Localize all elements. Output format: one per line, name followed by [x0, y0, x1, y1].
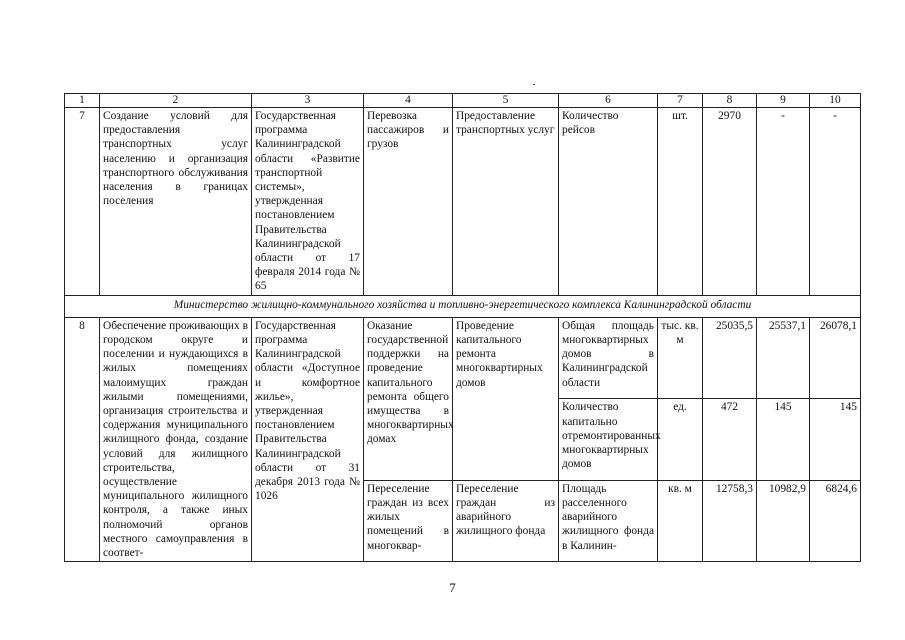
authority-description: Обеспечение проживающих в городском округе и поселении и нуждающихся в жилых помещениях малоимущих граждан жилыми помещениями, организация строительства и содержания муниципального жилищного фонда, создание условий для жилищного строительства, осуществление муниципального жилищного контроля, а также иных полномочий органов местного самоуправления в соответ-: [100, 317, 252, 561]
value-col10: -: [810, 108, 861, 296]
section-row: [65, 295, 861, 317]
value-col9: -: [757, 108, 810, 296]
scan-speck: [533, 84, 535, 85]
indicator: Общая площадь многоквартирных домов в Калининградской области: [559, 317, 658, 398]
column-number-row: [65, 94, 861, 108]
program-description: Государственная программа Калининградской области «Развитие транспортной системы», утвержденная постановлением Правительства Калининградской области от 17 февраля 2014 года № 65: [252, 108, 364, 296]
data-table: [64, 93, 861, 562]
column-number: 5: [453, 94, 559, 108]
column-number: 7: [658, 94, 703, 108]
column-number: 10: [810, 94, 861, 108]
service: Переселение граждан из аварийного жилищного фонда: [453, 480, 559, 561]
value-col10: 26078,1: [810, 317, 861, 398]
value-col10: 6824,6: [810, 480, 861, 561]
column-number: 4: [364, 94, 453, 108]
row-number: 8: [65, 317, 100, 561]
unit: шт.: [658, 108, 703, 296]
column-number: 2: [100, 94, 252, 108]
value-col8: 12758,3: [703, 480, 757, 561]
unit: кв. м: [658, 480, 703, 561]
column-number: 8: [703, 94, 757, 108]
authority-description: Создание условий для предоставления транспортных услуг населению и организация транспортного обслуживания населения в границах поселения: [100, 108, 252, 296]
value-col9: 10982,9: [757, 480, 810, 561]
value-col9: 25537,1: [757, 317, 810, 398]
value-col8: 25035,5: [703, 317, 757, 398]
activity: Переселение граждан из всех жилых помещений в многоквар-: [364, 480, 453, 561]
indicator: Количество рейсов: [559, 108, 658, 296]
activity: Оказание государственной поддержки на проведение капитального ремонта общего имущества в многоквартирных домах: [364, 317, 453, 480]
value-col8: 2970: [703, 108, 757, 296]
service: Предоставление транспортных услуг: [453, 108, 559, 296]
table-row: [65, 317, 861, 398]
service: Проведение капитального ремонта многоквартирных домов: [453, 317, 559, 480]
value-col9: 145: [757, 399, 810, 480]
row-number: 7: [65, 108, 100, 296]
unit: тыс. кв. м: [658, 317, 703, 398]
indicator: Количество капитально отремонтированных многоквартирных домов: [559, 399, 658, 480]
program-description: Государственная программа Калининградской области «Доступное и комфортное жилье», утвержденная постановлением Правительства Калининградской области от 31 декабря 2013 года № 1026: [252, 317, 364, 561]
activity: Перевозка пассажиров и грузов: [364, 108, 453, 296]
column-number: 3: [252, 94, 364, 108]
unit: ед.: [658, 399, 703, 480]
value-col10: 145: [810, 399, 861, 480]
column-number: 9: [757, 94, 810, 108]
table-row: [65, 108, 861, 296]
section-title: Министерство жилищно-коммунального хозяйства и топливно-энергетического комплекса Калининградской области: [65, 295, 861, 317]
page-number: 7: [449, 580, 456, 595]
column-number: 6: [559, 94, 658, 108]
value-col8: 472: [703, 399, 757, 480]
indicator: Площадь расселенного аварийного жилищного фонда в Калинин-: [559, 480, 658, 561]
column-number: 1: [65, 94, 100, 108]
